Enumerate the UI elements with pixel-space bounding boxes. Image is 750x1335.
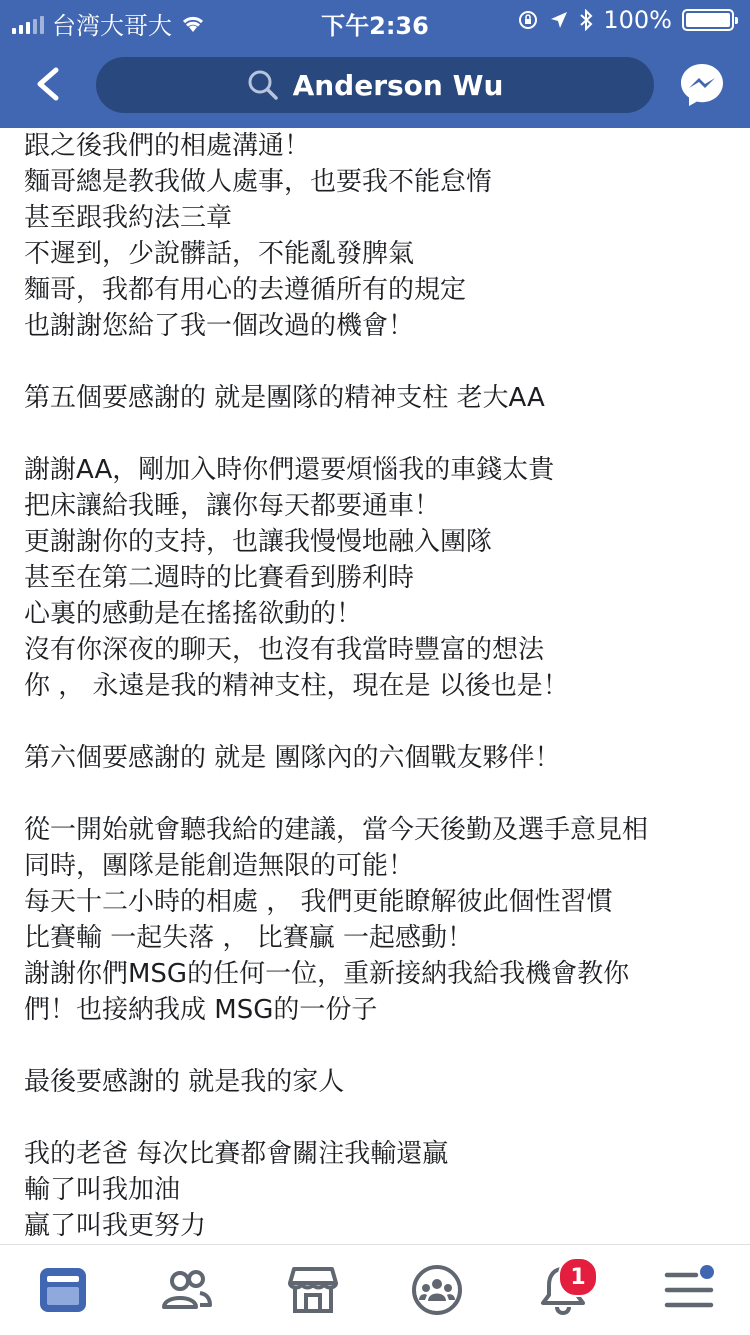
- post-text-line: 我的老爸 每次比賽都會關注我輸還贏: [24, 1139, 449, 1169]
- search-query-text: Anderson Wu: [292, 68, 504, 102]
- post-text-line: 把床讓給我睡，讓你每天都要通車！: [24, 491, 441, 521]
- rotation-lock-icon: [517, 9, 539, 31]
- post-text-line: 謝謝AA，剛加入時你們還要煩惱我的車錢太貴: [24, 455, 555, 485]
- blank-line: [24, 344, 724, 380]
- post-text-line: 從一開始就會聽我給的建議，當今天後勤及選手意見相: [24, 815, 649, 845]
- blank-line: [24, 704, 724, 740]
- search-bar[interactable]: [96, 57, 654, 113]
- post-text-line: 最後要感謝的 就是我的家人: [24, 1067, 345, 1097]
- post-text-line: 心裏的感動是在搖搖欲動的！: [24, 599, 363, 629]
- post-text-line: 更謝謝你的支持，也讓我慢慢地融入團隊: [24, 527, 493, 557]
- post-text: [24, 128, 724, 1244]
- bottom-tab-bar: [0, 1244, 750, 1335]
- location-icon: [549, 10, 569, 30]
- battery-percent: 100%: [603, 6, 672, 34]
- blank-line: [24, 1100, 724, 1136]
- tab-marketplace[interactable]: [286, 1263, 340, 1317]
- post-text-line: 第六個要感謝的 就是 團隊內的六個戰友夥伴！: [24, 743, 561, 773]
- post-text-line: 第五個要感謝的 就是團隊的精神支柱 老大AA: [24, 383, 545, 413]
- blank-line: [24, 1028, 724, 1064]
- battery-icon: [682, 9, 734, 31]
- post-text-line: 同時，團隊是能創造無限的可能！: [24, 851, 415, 881]
- friends-icon: [160, 1263, 214, 1317]
- search-icon: [247, 69, 279, 101]
- post-text-line: 也謝謝您給了我一個改過的機會！: [24, 311, 415, 341]
- carrier-name: 台湾大哥大: [52, 12, 172, 40]
- news-feed-icon: [36, 1263, 90, 1317]
- marketplace-icon: [286, 1263, 340, 1317]
- status-time: 下午2:36: [321, 12, 429, 40]
- post-text-line: 跟之後我們的相處溝通！: [24, 131, 311, 161]
- post-text-line: 沒有你深夜的聊天，也沒有我當時豐富的想法: [24, 635, 545, 665]
- post-text-line: 甚至在第二週時的比賽看到勝利時: [24, 563, 415, 593]
- tab-news-feed[interactable]: [36, 1263, 90, 1317]
- post-text-line: 不遲到，少說髒話，不能亂發脾氣: [24, 239, 415, 269]
- groups-icon: [410, 1263, 464, 1317]
- tab-notifications[interactable]: [536, 1263, 590, 1317]
- tab-menu[interactable]: [662, 1263, 716, 1317]
- bluetooth-icon: [579, 9, 593, 31]
- top-navigation-bar: [0, 40, 750, 128]
- post-text-line: 麵哥總是教我做人處事，也要我不能怠惰: [24, 167, 493, 197]
- post-text-line: 比賽輸 一起失落 ， 比賽贏 一起感動！: [24, 923, 474, 953]
- post-text-line: 麵哥，我都有用心的去遵循所有的規定: [24, 275, 467, 305]
- blank-line: [24, 416, 724, 452]
- status-bar: [0, 0, 750, 40]
- back-arrow-icon[interactable]: [28, 62, 68, 106]
- post-text-line: 你 ， 永遠是我的精神支柱，現在是 以後也是！: [24, 671, 569, 701]
- post-text-line: 們！也接納我成 MSG的一份子: [24, 995, 378, 1025]
- blank-line: [24, 776, 724, 812]
- notification-badge: 1: [558, 1257, 598, 1297]
- messenger-icon[interactable]: [678, 61, 726, 109]
- post-text-line: 輸了叫我加油: [24, 1175, 181, 1205]
- post-text-line: 每天十二小時的相處 ， 我們更能瞭解彼此個性習慣: [24, 887, 613, 917]
- post-text-line: 謝謝你們MSG的任何一位，重新接納我給我機會教你: [24, 959, 630, 989]
- menu-indicator-dot: [700, 1265, 714, 1279]
- tab-groups[interactable]: [410, 1263, 464, 1317]
- tab-friends[interactable]: [160, 1263, 214, 1317]
- post-text-line: 贏了叫我更努力: [24, 1211, 207, 1241]
- post-text-line: 甚至跟我約法三章: [24, 203, 233, 233]
